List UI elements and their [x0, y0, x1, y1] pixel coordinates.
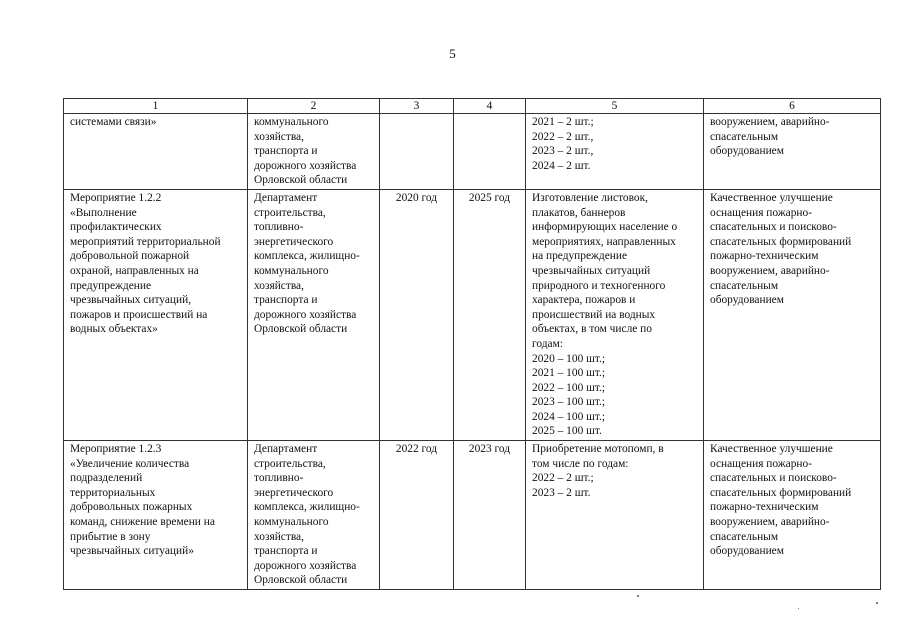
cell-line: пожаров и происшествий на [70, 308, 208, 321]
cell-line: Приобретение мотопомп, в [532, 443, 664, 456]
cell-line: том числе по годам: [532, 457, 629, 470]
cell-line: транспорта и [254, 545, 318, 558]
cell-line: чрезвычайных ситуаций» [70, 545, 194, 558]
cell-line: предупреждение [70, 279, 152, 292]
cell-line: топливно- [254, 221, 304, 234]
cell-line: Мероприятие 1.2.2 [70, 191, 162, 204]
table-cell-col4: 2025 год [454, 189, 526, 440]
header-col-5: 5 [526, 99, 704, 114]
cell-line: коммунального [254, 264, 329, 277]
cell-line: Орловской области [254, 174, 348, 187]
table-row [64, 189, 881, 440]
cell-line: хозяйства, [254, 279, 304, 292]
cell-line: 2023 – 2 шт., [532, 145, 594, 158]
cell-line: Департамент [254, 443, 318, 456]
table-cell-col6 [704, 189, 881, 440]
cell-line: спасательных и поисково- [710, 221, 837, 234]
cell-line: характера, пожаров и [532, 294, 636, 307]
cell-line: Орловской области [254, 323, 348, 336]
table-cell-col3: 2022 год [380, 441, 454, 590]
header-row [64, 99, 881, 114]
table-row [64, 441, 881, 590]
cell-line: подразделений [70, 472, 143, 485]
cell-line: оборудованием [710, 294, 784, 307]
cell-line: информирующих население о [532, 221, 678, 234]
scan-speck [637, 595, 639, 597]
cell-line: дорожного хозяйства [254, 159, 357, 172]
cell-line: 2020 – 100 шт.; [532, 352, 606, 365]
scan-speck [798, 608, 799, 609]
cell-line: пожарно-техническим [710, 250, 819, 263]
cell-line: 2024 – 100 шт.; [532, 410, 606, 423]
table-row [64, 114, 881, 190]
cell-line: 2021 – 100 шт.; [532, 367, 606, 380]
page-number: 5 [449, 46, 456, 61]
cell-line: на предупреждение [532, 250, 628, 263]
cell-line: транспорта и [254, 145, 318, 158]
table-cell-col6 [704, 441, 881, 590]
cell-line: спасательным [710, 279, 779, 292]
cell-line: комплекса, жилищно- [254, 250, 360, 263]
cell-line: транспорта и [254, 294, 318, 307]
table-cell-col4 [454, 114, 526, 190]
cell-line: спасательных формирований [710, 486, 852, 499]
cell-line: 2022 – 100 шт.; [532, 381, 606, 394]
cell-line: годам: [532, 337, 563, 350]
cell-line: природного и техногенного [532, 279, 666, 292]
table-cell-col3 [380, 114, 454, 190]
cell-line: дорожного хозяйства [254, 308, 357, 321]
cell-line: коммунального [254, 116, 329, 128]
cell-line: 2022 – 2 шт.; [532, 472, 594, 485]
cell-line: добровольной пожарной [70, 250, 190, 263]
table-cell-col2 [248, 441, 380, 590]
cell-line: оборудованием [710, 545, 784, 558]
scan-speck [876, 602, 878, 604]
table-cell-col2 [248, 114, 380, 190]
cell-line: комплекса, жилищно- [254, 501, 360, 514]
table-cell-col3: 2020 год [380, 189, 454, 440]
cell-line: топливно- [254, 472, 304, 485]
cell-line: Департамент [254, 191, 318, 204]
cell-line: оборудованием [710, 145, 784, 158]
cell-line: хозяйства, [254, 130, 304, 143]
cell-line: водных объектах» [70, 323, 158, 336]
cell-line: чрезвычайных ситуаций, [70, 294, 192, 307]
cell-line: Изготовление листовок, [532, 191, 648, 204]
cell-line: прибытие в зону [70, 530, 151, 543]
cell-line: команд, снижение времени на [70, 516, 215, 529]
header-col-3: 3 [380, 99, 454, 114]
table-cell-col2 [248, 189, 380, 440]
header-col-4: 4 [454, 99, 526, 114]
cell-line: Качественное улучшение [710, 443, 833, 456]
cell-line: Мероприятие 1.2.3 [70, 443, 162, 456]
cell-line: коммунального [254, 516, 329, 529]
cell-line: энергетического [254, 486, 334, 499]
cell-line: вооружением, аварийно- [710, 516, 830, 529]
cell-line: 2021 – 2 шт.; [532, 116, 594, 128]
cell-line: мероприятий территориальной [70, 235, 221, 248]
header-col-2: 2 [248, 99, 380, 114]
cell-line: хозяйства, [254, 530, 304, 543]
cell-line: 2024 – 2 шт. [532, 159, 591, 172]
table-cell-col1 [64, 189, 248, 440]
cell-line: происшествий иа водных [532, 308, 656, 321]
header-col-6: 6 [704, 99, 881, 114]
cell-line: системами связи» [70, 116, 157, 128]
cell-line: оснащения пожарно- [710, 206, 813, 219]
table-cell-col5 [526, 441, 704, 590]
program-table [63, 98, 881, 590]
cell-line: охраной, направленных на [70, 264, 199, 277]
cell-line: 2022 – 2 шт., [532, 130, 594, 143]
cell-line: энергетического [254, 235, 334, 248]
cell-line: оснащения пожарно- [710, 457, 813, 470]
cell-line: «Увеличение количества [70, 457, 190, 470]
cell-line: Орловской области [254, 574, 348, 587]
cell-line: объектах, в том числе по [532, 323, 652, 336]
cell-line: вооружением, аварийно- [710, 264, 830, 277]
cell-line: вооружением, аварийно- [710, 116, 830, 128]
cell-line: спасательным [710, 530, 779, 543]
cell-line: спасательных и поисково- [710, 472, 837, 485]
cell-line: территориальных [70, 486, 156, 499]
cell-line: плакатов, баннеров [532, 206, 626, 219]
cell-line: 2025 – 100 шт. [532, 425, 602, 438]
table-cell-col1 [64, 114, 248, 190]
cell-line: мероприятиях, направленных [532, 235, 676, 248]
cell-line: пожарно-техническим [710, 501, 819, 514]
cell-line: «Выполнение [70, 206, 137, 219]
table-header [64, 99, 881, 114]
cell-line: спасательных формирований [710, 235, 852, 248]
table-cell-col5 [526, 189, 704, 440]
cell-line: спасательным [710, 130, 779, 143]
cell-line: Качественное улучшение [710, 191, 833, 204]
header-col-1: 1 [64, 99, 248, 114]
cell-line: профилактических [70, 221, 162, 234]
cell-line: добровольных пожарных [70, 501, 193, 514]
cell-line: чрезвычайных ситуаций [532, 264, 651, 277]
cell-line: дорожного хозяйства [254, 559, 357, 572]
table-cell-col6 [704, 114, 881, 190]
table-cell-col5 [526, 114, 704, 190]
cell-line: строительства, [254, 457, 326, 470]
cell-line: 2023 – 2 шт. [532, 486, 591, 499]
table-cell-col1 [64, 441, 248, 590]
table-cell-col4: 2023 год [454, 441, 526, 590]
cell-line: строительства, [254, 206, 326, 219]
cell-line: 2023 – 100 шт.; [532, 396, 606, 409]
table-body [64, 114, 881, 590]
